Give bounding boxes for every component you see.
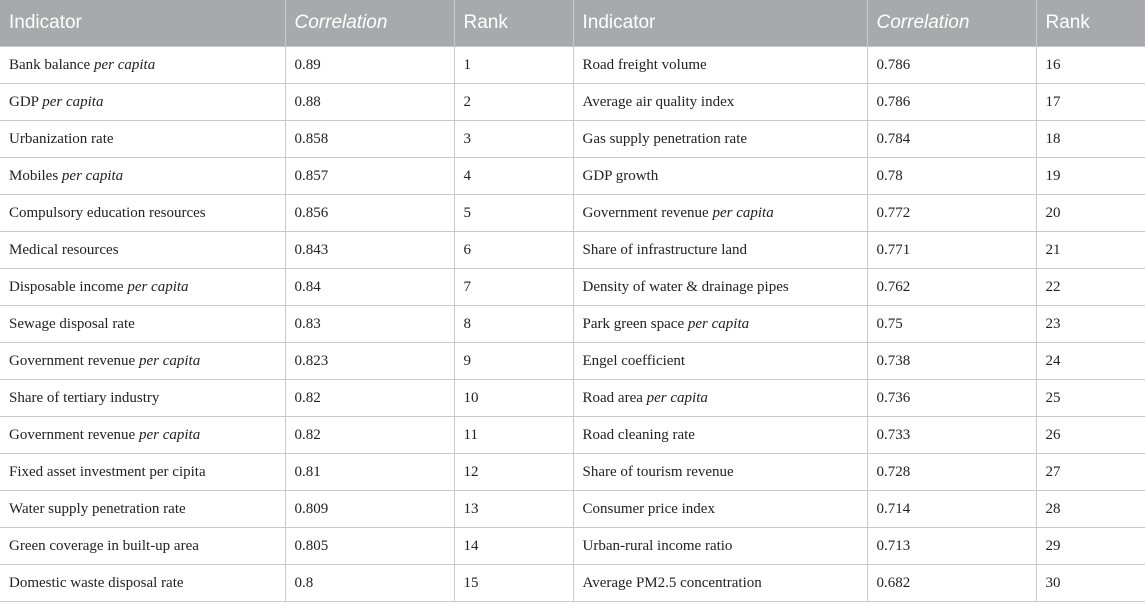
header-indicator-right: Indicator bbox=[573, 0, 867, 47]
cell-rank-left: 13 bbox=[454, 491, 573, 528]
cell-indicator-right bbox=[573, 195, 867, 232]
indicator-text: Engel coefficient bbox=[582, 352, 686, 369]
cell-correlation-right: 0.714 bbox=[867, 491, 1036, 528]
table-row bbox=[0, 454, 1145, 491]
header-rank-right: Rank bbox=[1036, 0, 1145, 47]
cell-correlation-right: 0.762 bbox=[867, 269, 1036, 306]
cell-indicator-left bbox=[0, 269, 285, 306]
table-row bbox=[0, 380, 1145, 417]
indicator-text: Consumer price index bbox=[582, 500, 715, 517]
cell-correlation-left: 0.8 bbox=[285, 565, 454, 602]
cell-rank-right: 23 bbox=[1036, 306, 1145, 343]
cell-correlation-right: 0.772 bbox=[867, 195, 1036, 232]
cell-correlation-left: 0.823 bbox=[285, 343, 454, 380]
cell-correlation-left: 0.856 bbox=[285, 195, 454, 232]
cell-correlation-right: 0.784 bbox=[867, 121, 1036, 158]
cell-indicator-right bbox=[573, 528, 867, 565]
indicator-qualifier: per capita bbox=[712, 204, 774, 221]
cell-rank-right: 28 bbox=[1036, 491, 1145, 528]
indicator-qualifier: per capita bbox=[93, 56, 156, 73]
indicator-text: Road area bbox=[582, 389, 647, 406]
cell-rank-right: 24 bbox=[1036, 343, 1145, 380]
indicator-text: Share of tertiary industry bbox=[9, 389, 160, 406]
cell-indicator-right bbox=[573, 158, 867, 195]
cell-rank-left: 7 bbox=[454, 269, 573, 306]
cell-correlation-left: 0.81 bbox=[285, 454, 454, 491]
indicator-text: GDP growth bbox=[582, 167, 659, 184]
cell-indicator-left bbox=[0, 343, 285, 380]
cell-rank-left: 11 bbox=[454, 417, 573, 454]
cell-indicator-left bbox=[0, 491, 285, 528]
header-rank-left: Rank bbox=[454, 0, 573, 47]
cell-indicator-left bbox=[0, 232, 285, 269]
indicator-qualifier: per capita bbox=[687, 315, 750, 332]
cell-rank-left: 8 bbox=[454, 306, 573, 343]
header-correlation-right: Correlation bbox=[867, 0, 1036, 47]
cell-rank-left: 10 bbox=[454, 380, 573, 417]
indicator-text: Disposable income bbox=[9, 278, 128, 295]
cell-correlation-left: 0.809 bbox=[285, 491, 454, 528]
indicator-text: Government revenue bbox=[9, 426, 139, 443]
cell-correlation-right: 0.728 bbox=[867, 454, 1036, 491]
indicator-text: Share of tourism revenue bbox=[582, 463, 734, 480]
cell-correlation-right: 0.786 bbox=[867, 84, 1036, 121]
table-body bbox=[0, 47, 1145, 602]
cell-indicator-right bbox=[573, 306, 867, 343]
table-row bbox=[0, 343, 1145, 380]
table-row bbox=[0, 47, 1145, 84]
cell-rank-left: 9 bbox=[454, 343, 573, 380]
cell-correlation-left: 0.83 bbox=[285, 306, 454, 343]
cell-rank-left: 14 bbox=[454, 528, 573, 565]
table-row bbox=[0, 565, 1145, 602]
indicator-qualifier: per capita bbox=[42, 93, 104, 110]
indicator-qualifier: per capita bbox=[646, 389, 708, 406]
cell-rank-right: 20 bbox=[1036, 195, 1145, 232]
cell-indicator-right bbox=[573, 121, 867, 158]
cell-correlation-left: 0.82 bbox=[285, 417, 454, 454]
cell-indicator-right bbox=[573, 84, 867, 121]
cell-rank-right: 30 bbox=[1036, 565, 1145, 602]
cell-indicator-left bbox=[0, 528, 285, 565]
table-row bbox=[0, 269, 1145, 306]
indicator-text: Green coverage in built-up area bbox=[9, 537, 199, 554]
cell-rank-left: 4 bbox=[454, 158, 573, 195]
cell-rank-right: 29 bbox=[1036, 528, 1145, 565]
cell-indicator-right bbox=[573, 269, 867, 306]
header-indicator-left: Indicator bbox=[0, 0, 285, 47]
table-row bbox=[0, 84, 1145, 121]
cell-correlation-right: 0.733 bbox=[867, 417, 1036, 454]
indicator-text: Domestic waste disposal rate bbox=[9, 574, 184, 591]
indicator-text: Bank balance bbox=[9, 56, 94, 73]
cell-correlation-left: 0.858 bbox=[285, 121, 454, 158]
cell-rank-left: 12 bbox=[454, 454, 573, 491]
indicator-text: Gas supply penetration rate bbox=[582, 130, 748, 147]
table-row bbox=[0, 491, 1145, 528]
indicator-qualifier: per capita bbox=[138, 352, 201, 369]
cell-correlation-left: 0.82 bbox=[285, 380, 454, 417]
cell-correlation-right: 0.682 bbox=[867, 565, 1036, 602]
cell-indicator-left bbox=[0, 84, 285, 121]
indicator-text: Water supply penetration rate bbox=[9, 500, 186, 517]
indicator-text: Medical resources bbox=[9, 241, 119, 258]
cell-indicator-right bbox=[573, 417, 867, 454]
cell-rank-left: 15 bbox=[454, 565, 573, 602]
indicator-text: Density of water & drainage pipes bbox=[582, 278, 789, 295]
cell-correlation-left: 0.843 bbox=[285, 232, 454, 269]
table-row bbox=[0, 232, 1145, 269]
table-row bbox=[0, 121, 1145, 158]
cell-correlation-right: 0.786 bbox=[867, 47, 1036, 84]
indicator-text: Compulsory education resources bbox=[9, 204, 206, 221]
indicator-text: Government revenue bbox=[9, 352, 139, 369]
cell-correlation-left: 0.84 bbox=[285, 269, 454, 306]
header-row bbox=[0, 0, 1145, 47]
cell-rank-right: 16 bbox=[1036, 47, 1145, 84]
cell-correlation-left: 0.89 bbox=[285, 47, 454, 84]
table-row bbox=[0, 528, 1145, 565]
cell-rank-left: 5 bbox=[454, 195, 573, 232]
indicator-qualifier: per capita bbox=[138, 426, 201, 443]
cell-indicator-left bbox=[0, 380, 285, 417]
cell-rank-right: 26 bbox=[1036, 417, 1145, 454]
cell-rank-left: 1 bbox=[454, 47, 573, 84]
indicator-text: Mobiles bbox=[9, 167, 62, 184]
cell-rank-right: 18 bbox=[1036, 121, 1145, 158]
cell-rank-left: 3 bbox=[454, 121, 573, 158]
cell-correlation-left: 0.805 bbox=[285, 528, 454, 565]
header-correlation-left: Correlation bbox=[285, 0, 454, 47]
indicator-qualifier: per capita bbox=[61, 167, 124, 184]
cell-correlation-right: 0.738 bbox=[867, 343, 1036, 380]
cell-rank-right: 25 bbox=[1036, 380, 1145, 417]
cell-indicator-right bbox=[573, 380, 867, 417]
cell-correlation-left: 0.88 bbox=[285, 84, 454, 121]
cell-correlation-right: 0.75 bbox=[867, 306, 1036, 343]
cell-indicator-left bbox=[0, 195, 285, 232]
indicator-text: Park green space bbox=[582, 315, 688, 332]
cell-indicator-left bbox=[0, 417, 285, 454]
cell-rank-right: 21 bbox=[1036, 232, 1145, 269]
cell-correlation-right: 0.713 bbox=[867, 528, 1036, 565]
cell-indicator-left bbox=[0, 121, 285, 158]
cell-indicator-right bbox=[573, 232, 867, 269]
cell-rank-left: 6 bbox=[454, 232, 573, 269]
cell-indicator-left bbox=[0, 454, 285, 491]
indicator-text: Government revenue bbox=[582, 204, 713, 221]
cell-indicator-right bbox=[573, 491, 867, 528]
cell-correlation-left: 0.857 bbox=[285, 158, 454, 195]
cell-rank-right: 17 bbox=[1036, 84, 1145, 121]
cell-correlation-right: 0.771 bbox=[867, 232, 1036, 269]
indicator-text: Urbanization rate bbox=[9, 130, 114, 147]
cell-correlation-right: 0.78 bbox=[867, 158, 1036, 195]
cell-indicator-left bbox=[0, 565, 285, 602]
indicator-text: Share of infrastructure land bbox=[582, 241, 748, 258]
cell-rank-right: 19 bbox=[1036, 158, 1145, 195]
indicator-text: Road freight volume bbox=[582, 56, 707, 73]
indicator-text: Average PM2.5 concentration bbox=[582, 574, 762, 591]
cell-indicator-right bbox=[573, 454, 867, 491]
cell-indicator-right bbox=[573, 343, 867, 380]
indicator-qualifier: per capita bbox=[127, 278, 189, 295]
table-row bbox=[0, 195, 1145, 232]
table-row bbox=[0, 417, 1145, 454]
cell-rank-right: 27 bbox=[1036, 454, 1145, 491]
cell-rank-right: 22 bbox=[1036, 269, 1145, 306]
cell-correlation-right: 0.736 bbox=[867, 380, 1036, 417]
cell-indicator-left bbox=[0, 47, 285, 84]
cell-rank-left: 2 bbox=[454, 84, 573, 121]
cell-indicator-right bbox=[573, 47, 867, 84]
cell-indicator-left bbox=[0, 158, 285, 195]
indicator-text: Urban-rural income ratio bbox=[582, 537, 733, 554]
indicator-text: Road cleaning rate bbox=[582, 426, 695, 443]
indicator-text: Average air quality index bbox=[582, 93, 735, 110]
indicator-text: Sewage disposal rate bbox=[9, 315, 135, 332]
cell-indicator-left bbox=[0, 306, 285, 343]
indicator-text: GDP bbox=[9, 93, 43, 110]
table-row bbox=[0, 306, 1145, 343]
table-row bbox=[0, 158, 1145, 195]
cell-indicator-right bbox=[573, 565, 867, 602]
indicator-text: Fixed asset investment per cipita bbox=[9, 463, 206, 480]
